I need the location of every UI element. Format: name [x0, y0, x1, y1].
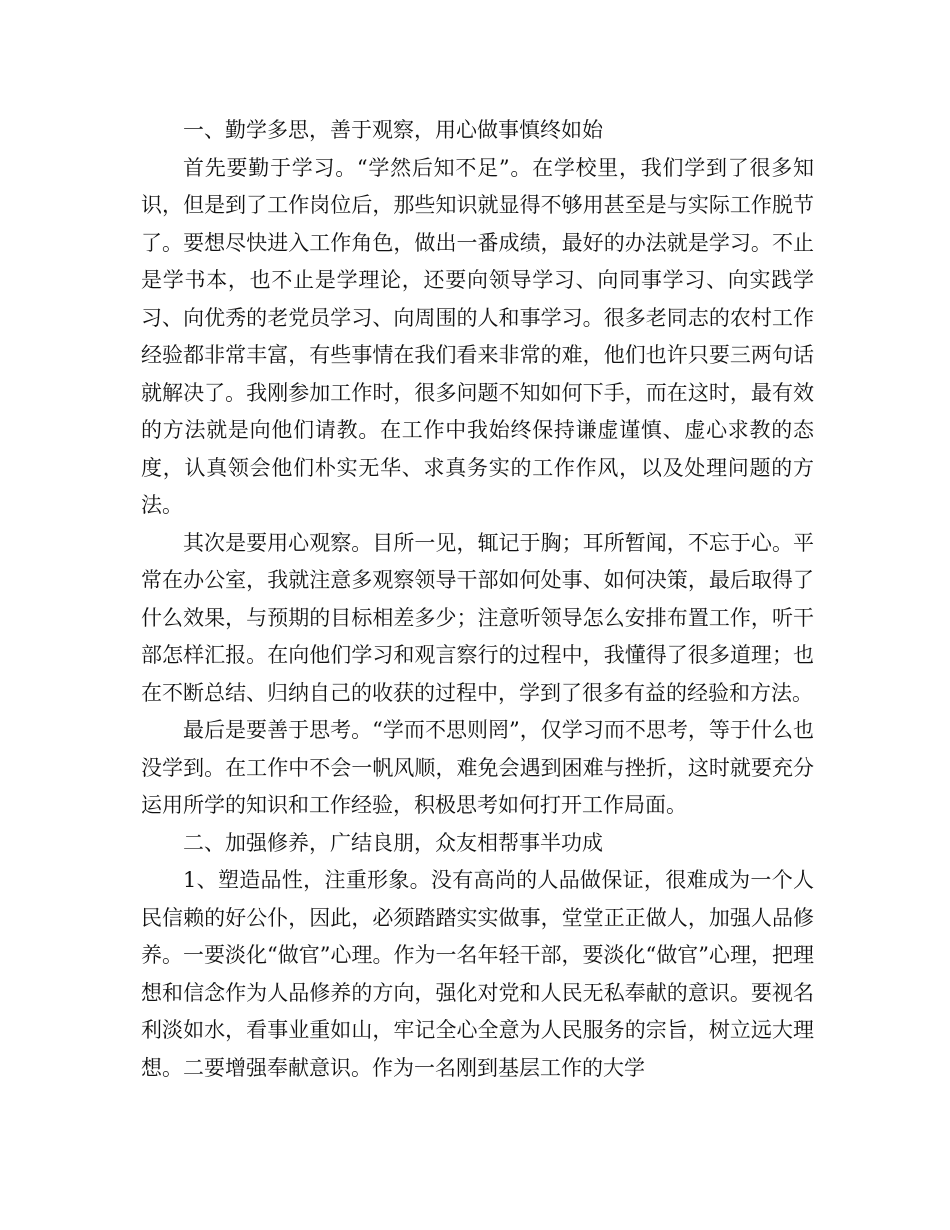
paragraph-character: 1、塑造品性，注重形象。没有高尚的人品做保证，很难成为一个人民信赖的好公仆，因此，必须踏踏实实做事，堂堂正正做人，加强人品修养。一要淡化“做官”心理。作为一名年轻干部，要淡化“做官”心理，把理想和信念作为人品修养的方向，强化对党和人民无私奉献的意识。要视名利淡如水，看事业重如山，牢记全心全意为人民服务的宗旨，树立远大理想。二要增强奉献意识。作为一名刚到基层工作的大学	[141, 868, 814, 1080]
section-heading-2: 二、加强修养，广结良朋，众友相帮事半功成	[183, 830, 603, 855]
section-heading-1: 一、勤学多思，善于观察，用心做事慎终如始	[183, 118, 603, 142]
document-body	[141, 112, 814, 1087]
paragraph-observe: 其次是要用心观察。目所一见，辄记于胸；耳所暂闻，不忘于心。平常在办公室，我就注意多观察领导干部如何处事、如何决策，最后取得了什么效果，与预期的目标相差多少；注意听领导怎么安排布置工作，听干部怎样汇报。在向他们学习和观言察行的过程中，我懂得了很多道理；也在不断总结、归纳自己的收获的过程中，学到了很多有益的经验和方法。	[141, 530, 814, 705]
paragraph-think: 最后是要善于思考。“学而不思则罔”，仅学习而不思考，等于什么也没学到。在工作中不会一帆风顺，难免会遇到困难与挫折，这时就要充分运用所学的知识和工作经验，积极思考如何打开工作局面。	[141, 718, 814, 817]
paragraph-study: 首先要勤于学习。“学然后知不足”。在学校里，我们学到了很多知识，但是到了工作岗位后，那些知识就显得不够用甚至是与实际工作脱节了。要想尽快进入工作角色，做出一番成绩，最好的办法就是学习。不止是学书本，也不止是学理论，还要向领导学习、向同事学习、向实践学习、向优秀的老党员学习、向周围的人和事学习。很多老同志的农村工作经验都非常丰富，有些事情在我们看来非常的难，他们也许只要三两句话就解决了。我刚参加工作时，很多问题不知如何下手，而在这时，最有效的方法就是向他们请教。在工作中我始终保持谦虚谨慎、虚心求教的态度，认真领会他们朴实无华、求真务实的工作作风，以及处理问题的方法。	[141, 155, 814, 517]
